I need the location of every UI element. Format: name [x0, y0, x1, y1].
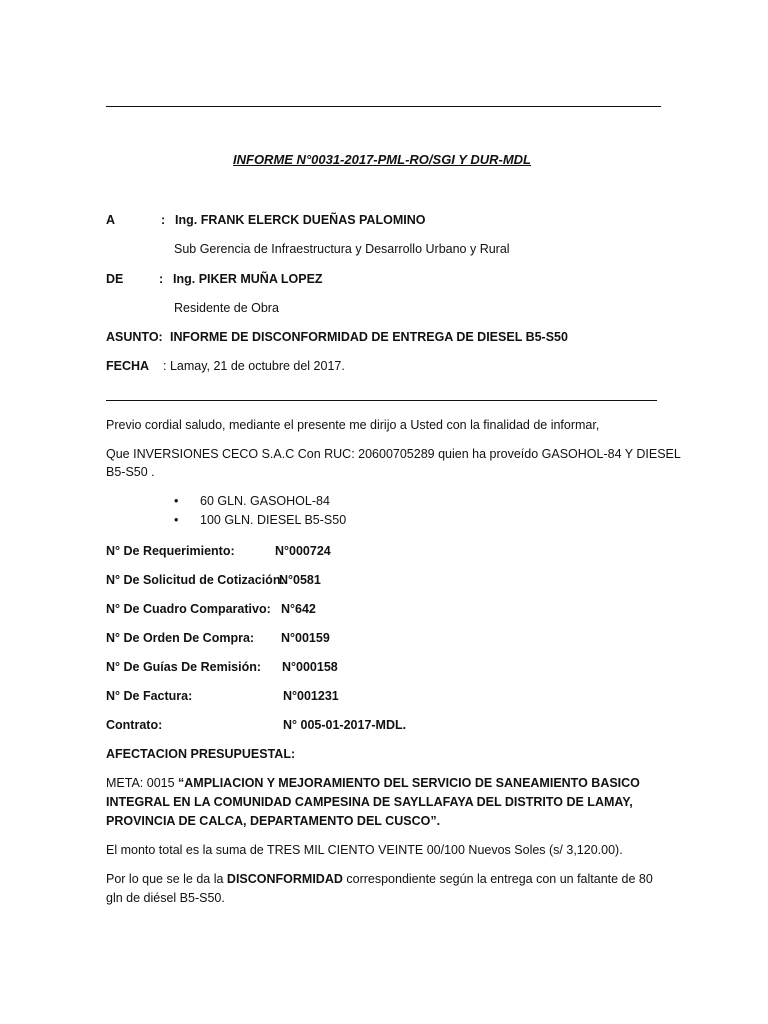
requirement-value: N°000724 [275, 544, 331, 558]
comparison-label: N° De Cuadro Comparativo: [106, 602, 271, 616]
remission-label: N° De Guías De Remisión: [106, 660, 262, 674]
date-label: FECHA [106, 359, 150, 373]
report-title: INFORME N°0031-2017-PML-RO/SGI Y DUR-MDL [233, 152, 531, 167]
supplier-line-2: B5-S50 . [106, 465, 155, 479]
quote-request-label: N° De Solicitud de Cotización: [106, 573, 285, 587]
bullet-dot-icon: • [174, 513, 179, 527]
amount-text: El monto total es la suma de TRES MIL CIENTO VEINTE 00/100 Nuevos Soles (s/ 3,120.00). [106, 843, 623, 857]
contract-value: N° 005-01-2017-MDL. [283, 718, 407, 732]
meta-title-part-1: “AMPLIACION Y MEJORAMIENTO DEL SERVICIO DE SANEAMIENTO BASICO [178, 776, 640, 790]
invoice-value: N°001231 [283, 689, 339, 703]
meta-prefix: META: 0015 [106, 776, 179, 790]
subject-label: ASUNTO: [106, 330, 163, 344]
subject-value: INFORME DE DISCONFORMIDAD DE ENTREGA DE DIESEL B5-S50 [170, 330, 568, 344]
purchase-order-label: N° De Orden De Compra: [106, 631, 255, 645]
greeting-text: Previo cordial saludo, mediante el presente me dirijo a Usted con la finalidad de informar, [106, 418, 600, 432]
contract-label: Contrato: [106, 718, 163, 732]
meta-line-1 [106, 774, 640, 792]
closing-bold: DISCONFORMIDAD [226, 872, 343, 886]
supplier-line-1: Que INVERSIONES CECO S.A.C Con RUC: 20600705289 quien ha proveído GASOHOL-84 Y DIESEL [106, 447, 681, 461]
from-separator: : [159, 272, 164, 286]
closing-post: correspondiente según la entrega con un faltante de 80 [342, 872, 653, 886]
comparison-value: N°642 [281, 602, 316, 616]
to-label: A [106, 213, 116, 227]
to-name: Ing. FRANK ELERCK DUEÑAS PALOMINO [175, 213, 426, 227]
closing-line-1 [106, 870, 653, 888]
budget-heading: AFECTACION PRESUPUESTAL: [106, 747, 296, 761]
closing-line-2: gln de diésel B5-S50. [106, 891, 225, 905]
from-label: DE [106, 272, 124, 286]
invoice-label: N° De Factura: [106, 689, 193, 703]
top-rule [106, 106, 661, 107]
meta-line-2: INTEGRAL EN LA COMUNIDAD CAMPESINA DE SAYLLAFAYA DEL DISTRITO DE LAMAY, [106, 795, 633, 809]
to-office: Sub Gerencia de Infraestructura y Desarrollo Urbano y Rural [174, 242, 510, 256]
header-rule [106, 400, 657, 401]
bullet-text: 60 GLN. GASOHOL-84 [200, 494, 330, 508]
bullet-dot-icon: • [174, 494, 179, 508]
date-value: : Lamay, 21 de octubre del 2017. [163, 359, 345, 373]
closing-pre: Por lo que se le da la [106, 872, 227, 886]
from-name: Ing. PIKER MUÑA LOPEZ [173, 272, 323, 286]
remission-value: N°000158 [282, 660, 338, 674]
bullet-text: 100 GLN. DIESEL B5-S50 [200, 513, 347, 527]
requirement-label: N° De Requerimiento: [106, 544, 235, 558]
from-role: Residente de Obra [174, 301, 279, 315]
quote-request-value: N°0581 [279, 573, 321, 587]
meta-line-3: PROVINCIA DE CALCA, DEPARTAMENTO DEL CUSCO”. [106, 814, 441, 828]
purchase-order-value: N°00159 [281, 631, 330, 645]
to-separator: : [161, 213, 166, 227]
